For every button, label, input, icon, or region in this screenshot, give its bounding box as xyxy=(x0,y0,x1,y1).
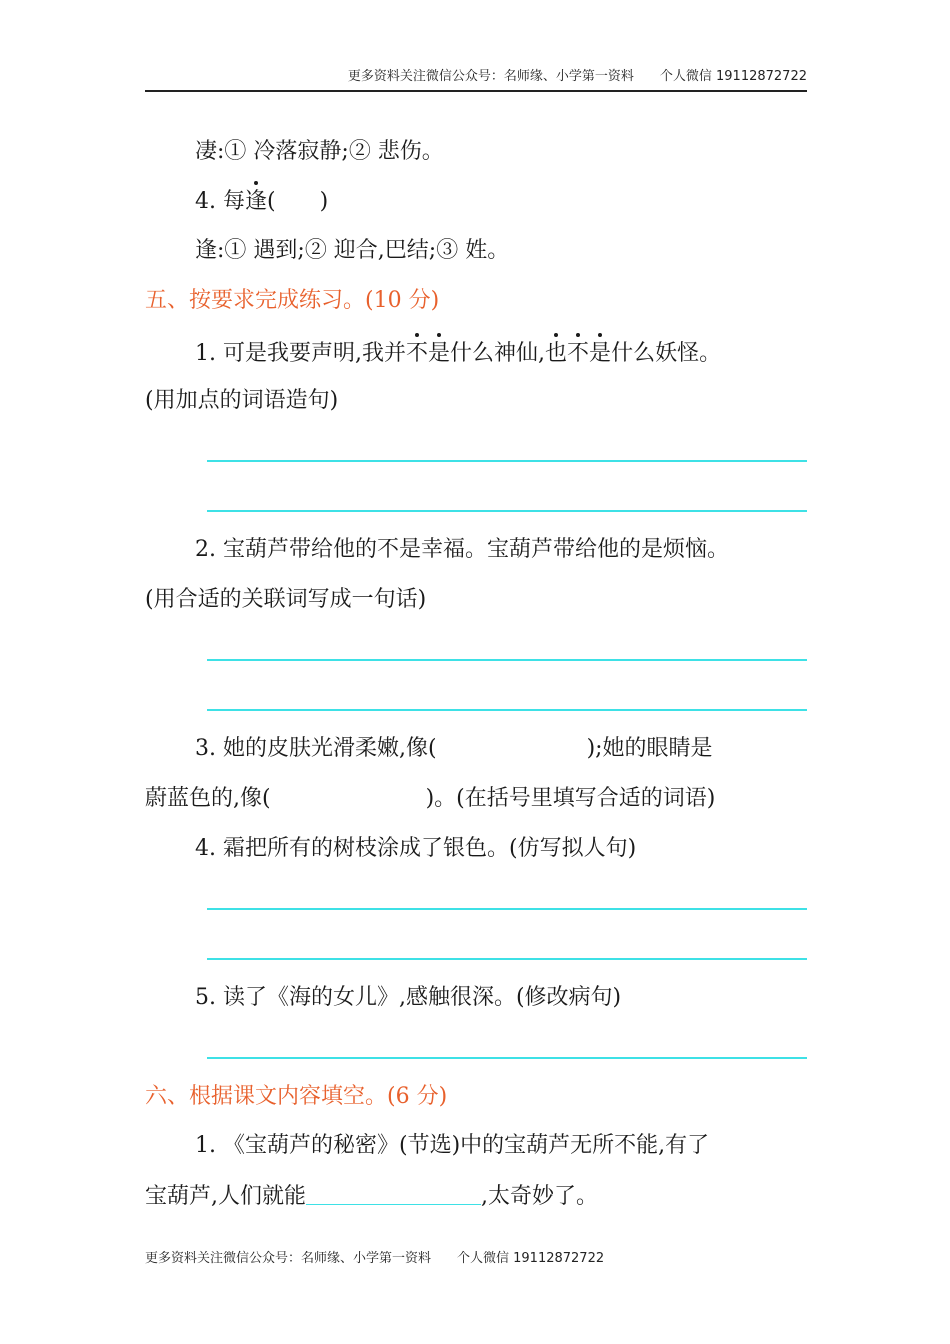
s5-q1-part2: 什么神仙, xyxy=(450,341,546,366)
s5-q3-line1 xyxy=(195,734,713,764)
section-6-heading: 六、根据课文内容填空。(6 分) xyxy=(145,1084,448,1109)
s6-q1-line1: 1. 《宝葫芦的秘密》(节选)中的宝葫芦无所不能,有了 xyxy=(195,1133,710,1158)
page-footer: 更多资料关注微信公众号：名师缘、小学第一资料 个人微信 19112872722 xyxy=(145,1251,605,1266)
dotted-char: 也 xyxy=(545,339,567,369)
dotted-char: 不 xyxy=(567,339,589,369)
s5-q4-sentence: 4. 霜把所有的树枝涂成了银色。(仿写拟人句) xyxy=(195,836,637,861)
question-4-prefix: 4. 每 xyxy=(195,189,245,214)
s6-q1-suffix: ,太奇妙了。 xyxy=(481,1184,598,1209)
s5-q3-line2 xyxy=(145,784,715,814)
s6-q1-prefix: 宝葫芦,人们就能 xyxy=(145,1184,306,1209)
qi-definition: 凄:① 冷落寂静;② 悲伤。 xyxy=(195,139,444,164)
s5-q5-sentence: 5. 读了《海的女儿》,感触很深。(修改病句) xyxy=(195,985,622,1010)
question-4-feng xyxy=(195,187,328,217)
s5-q2-instruction: (用合适的关联词写成一句话) xyxy=(145,587,427,612)
answer-line[interactable] xyxy=(207,958,807,960)
answer-line[interactable] xyxy=(207,510,807,512)
answer-line[interactable] xyxy=(207,709,807,711)
answer-line[interactable] xyxy=(207,1057,807,1059)
answer-line[interactable] xyxy=(207,908,807,910)
feng-definition: 逢:① 遇到;② 迎合,巴结;③ 姓。 xyxy=(195,238,510,263)
s5-q3-part-b: );她的眼睛是 xyxy=(586,736,713,761)
dotted-char: 是 xyxy=(589,339,611,369)
s5-q1-sentence xyxy=(195,339,721,369)
fill-blank[interactable] xyxy=(306,1182,481,1205)
s5-q1-part1: 1. 可是我要声明,我并 xyxy=(195,341,406,366)
section-5-heading: 五、按要求完成练习。(10 分) xyxy=(145,288,440,313)
page-header: 更多资料关注微信公众号：名师缘、小学第一资料 个人微信 19112872722 xyxy=(145,64,807,92)
question-4-parens: ( ) xyxy=(267,189,329,214)
s5-q1-instruction: (用加点的词语造句) xyxy=(145,388,339,413)
answer-line[interactable] xyxy=(207,460,807,462)
s5-q1-part3: 什么妖怪。 xyxy=(611,341,722,366)
s5-q2-sentence: 2. 宝葫芦带给他的不是幸福。宝葫芦带给他的是烦恼。 xyxy=(195,537,729,562)
dotted-char: 逢 xyxy=(245,187,267,217)
s5-q3-part-d: )。(在括号里填写合适的词语) xyxy=(425,786,716,811)
s5-q3-part-a: 3. 她的皮肤光滑柔嫩,像( xyxy=(195,736,437,761)
dotted-char: 不 xyxy=(406,339,428,369)
s6-q1-line2 xyxy=(145,1182,598,1212)
answer-line[interactable] xyxy=(207,659,807,661)
s5-q3-part-c: 蔚蓝色的,像( xyxy=(145,786,271,811)
dotted-char: 是 xyxy=(428,339,450,369)
